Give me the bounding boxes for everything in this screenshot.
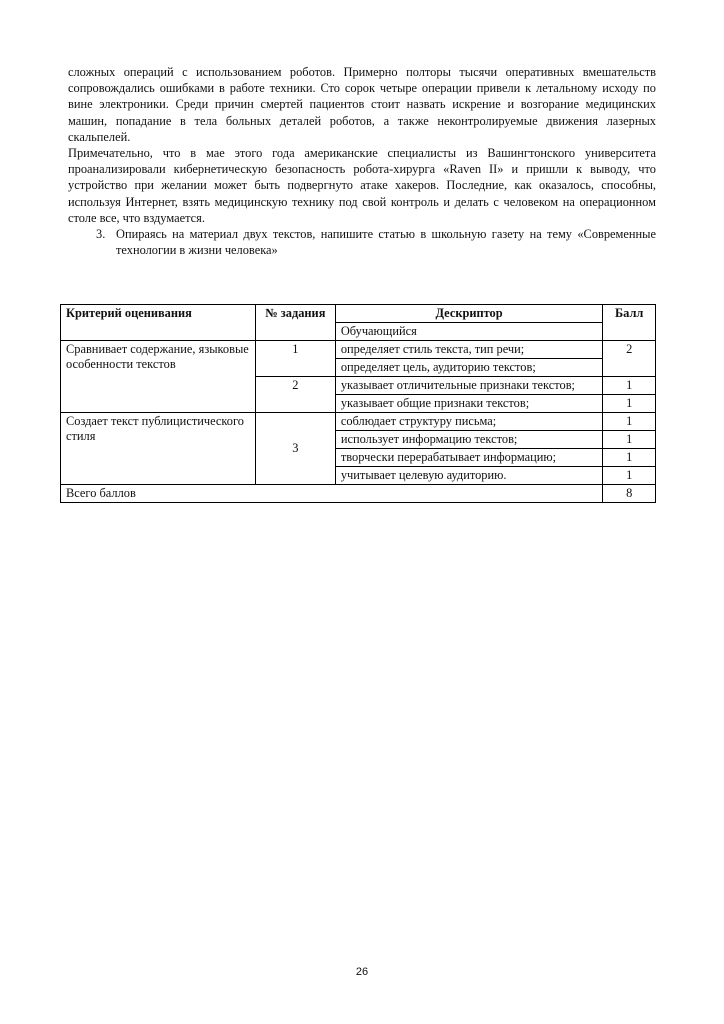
task-number-cell: 1 (255, 341, 335, 377)
subheader-student: Обучающийся (335, 323, 602, 341)
body-text (68, 64, 656, 258)
table-row (61, 413, 656, 431)
header-descriptor: Дескриптор (335, 305, 602, 323)
descriptor-cell: определяет цель, аудиторию текстов; (335, 359, 602, 377)
assessment-table (60, 304, 656, 503)
score-cell: 1 (603, 413, 656, 431)
score-cell: 1 (603, 449, 656, 467)
page-number: 26 (355, 966, 369, 978)
criterion-cell: Создает текст публицистического стиля (61, 413, 256, 485)
score-cell: 1 (603, 395, 656, 413)
criterion-cell: Сравнивает содержание, языковые особенности текстов (61, 341, 256, 413)
score-cell: 1 (603, 377, 656, 395)
total-value: 8 (603, 485, 656, 503)
paragraph: сложных операций с использованием роботов. Примерно полторы тысячи оперативных вмешательств сопровождались ошибками в работе техники. Сто сорок четыре операции привели к летальному исходу по вине электроники. Среди причин смертей пациентов стоит назвать искрение и возгорание медицинских машин, попадание в тела больных деталей роботов, а также неконтролируемые движения лазерных скальпелей. (68, 65, 656, 144)
task-text: Опираясь на материал двух текстов, напишите статью в школьную газету на тему «Современные технологии в жизни человека» (116, 227, 656, 258)
header-criterion: Критерий оценивания (61, 305, 256, 341)
table-row (61, 341, 656, 359)
task-number: 3. (96, 227, 106, 242)
task-item (68, 226, 656, 258)
descriptor-cell: определяет стиль текста, тип речи; (335, 341, 602, 359)
task-number-cell: 2 (255, 377, 335, 413)
table-header-row (61, 305, 656, 323)
paragraph: Примечательно, что в мае этого года американские специалисты из Вашингтонского университета проанализировали кибернетическую безопасность робота-хирурга «Raven II» и пришли к выводу, что устройство при желании может быть подвергнуто атаке хакеров. Последние, как оказалось, способны, используя Интернет, взять медицинскую технику под свой контроль и делать с человеком на операционном столе все, что вздумается. (68, 146, 656, 225)
descriptor-cell: указывает отличительные признаки текстов; (335, 377, 602, 395)
header-task-number: № задания (255, 305, 335, 341)
descriptor-cell: указывает общие признаки текстов; (335, 395, 602, 413)
score-cell: 2 (603, 341, 656, 377)
header-score: Балл (603, 305, 656, 341)
total-label: Всего баллов (61, 485, 603, 503)
descriptor-cell: учитывает целевую аудиторию. (335, 467, 602, 485)
descriptor-cell: использует информацию текстов; (335, 431, 602, 449)
table-total-row (61, 485, 656, 503)
task-number-cell: 3 (255, 413, 335, 485)
descriptor-cell: творчески перерабатывает информацию; (335, 449, 602, 467)
descriptor-cell: соблюдает структуру письма; (335, 413, 602, 431)
score-cell: 1 (603, 467, 656, 485)
score-cell: 1 (603, 431, 656, 449)
